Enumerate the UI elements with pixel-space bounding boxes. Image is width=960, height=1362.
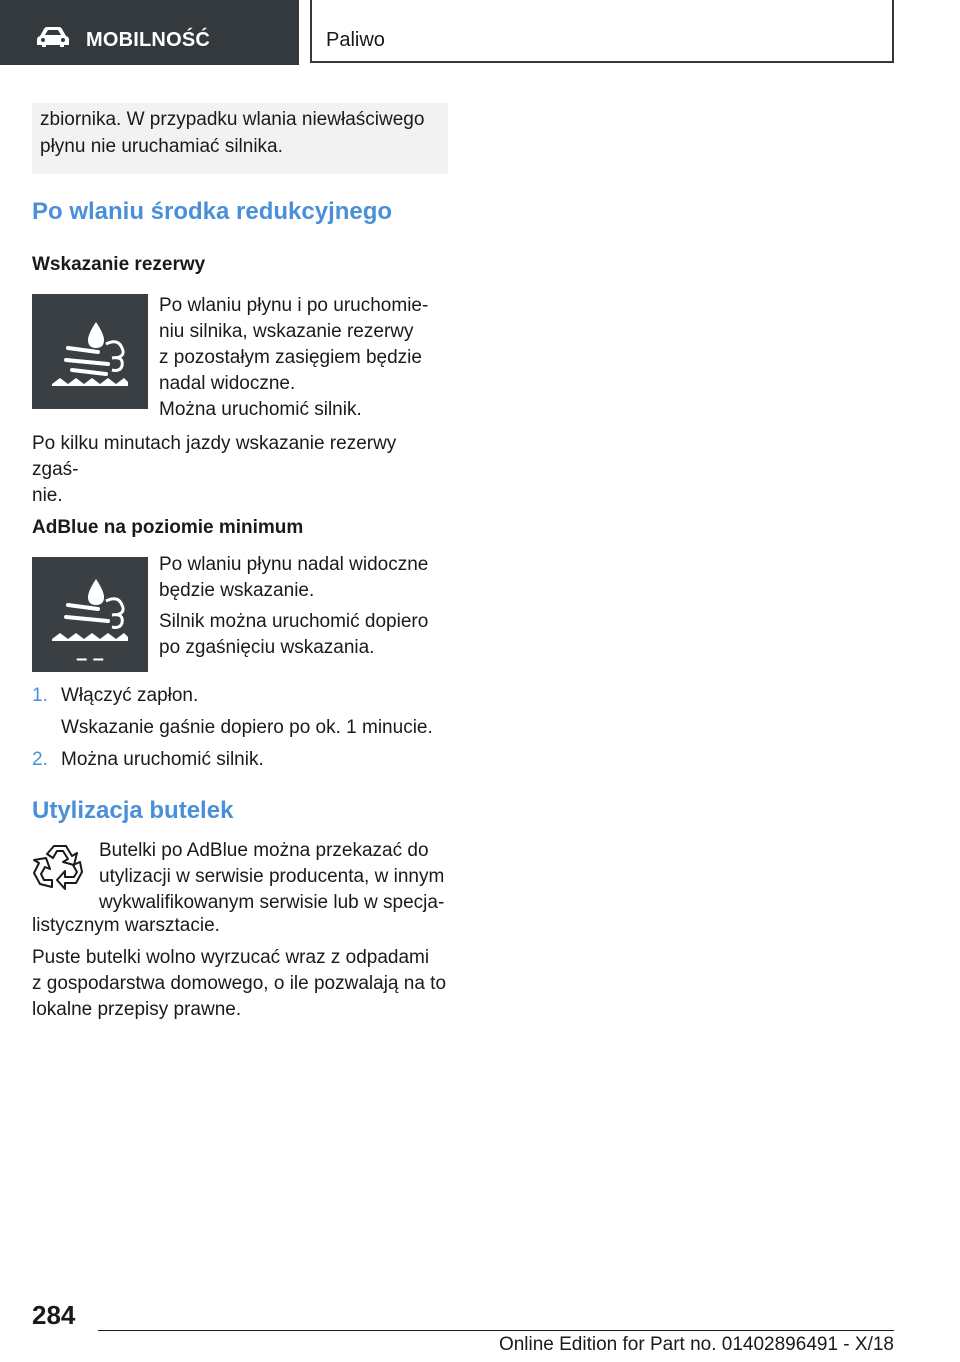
text-line: nie.: [32, 485, 63, 506]
disposal-description: [99, 838, 449, 916]
note-line: płynu nie uruchamiać silnika.: [40, 136, 283, 157]
disposal-line-full: listycznym warsztacie.: [32, 915, 220, 936]
text-line: utylizacji w serwisie producenta, w innym: [99, 866, 445, 887]
text-line: Po wlaniu płynu i po uruchomie-: [159, 295, 429, 316]
step-number: 1.: [32, 685, 48, 706]
text-line: Silnik można uruchomić dopiero: [159, 611, 429, 632]
text-line: Puste butelki wolno wyrzucać wraz z odpadami: [32, 947, 430, 968]
warning-note-box: [32, 103, 448, 174]
text-line: Po kilku minutach jazdy wskazanie rezerwy zgaś-: [32, 433, 397, 480]
step-number: 2.: [32, 749, 48, 770]
chapter-label: Paliwo: [326, 29, 385, 51]
reserve-after-text: [32, 431, 448, 509]
recycle-icon: [32, 840, 88, 896]
reserve-start-note: Można uruchomić silnik.: [159, 399, 362, 420]
text-line: Po wlaniu płynu nadal widoczne: [159, 554, 429, 575]
text-line: z pozostałym zasięgiem będzie: [159, 347, 422, 368]
note-line: zbiornika. W przypadku wlania niewłaściwego: [40, 109, 425, 130]
step-text: Można uruchomić silnik.: [61, 749, 264, 770]
minimum-description-1: [159, 552, 449, 604]
page-number: 284: [32, 1300, 76, 1330]
adblue-reserve-icon: [32, 294, 148, 409]
adblue-minimum-icon: [32, 557, 148, 672]
car-icon: [36, 26, 70, 48]
header-section-tab[interactable]: [0, 0, 299, 65]
minimum-description-2: [159, 609, 449, 661]
text-line: niu silnika, wskazanie rezerwy: [159, 321, 414, 342]
text-line: nadal widoczne.: [159, 373, 296, 394]
text-line: Butelki po AdBlue można przekazać do: [99, 840, 429, 861]
subheading-reserve: Wskazanie rezerwy: [32, 254, 206, 275]
section-label: MOBILNOŚĆ: [86, 29, 211, 51]
text-line: będzie wskazanie.: [159, 580, 315, 601]
heading-after-refill: Po wlaniu środka redukcyjnego: [32, 198, 393, 225]
text-line: lokalne przepisy prawne.: [32, 999, 242, 1020]
header-chapter-tab[interactable]: [310, 0, 894, 63]
minimum-dashes: – –: [76, 648, 104, 670]
footer-divider: [98, 1330, 894, 1331]
reserve-description: [159, 293, 449, 397]
disposal-paragraph-2: [32, 945, 448, 1023]
step-subtext: Wskazanie gaśnie dopiero po ok. 1 minucie.: [61, 717, 433, 738]
subheading-minimum: AdBlue na poziomie minimum: [32, 517, 304, 538]
text-line: po zgaśnięciu wskazania.: [159, 637, 375, 658]
heading-disposal: Utylizacja butelek: [32, 797, 234, 824]
step-text: Włączyć zapłon.: [61, 685, 199, 706]
footer-edition: Online Edition for Part no. 01402896491 - X/18: [498, 1334, 894, 1355]
text-line: wykwalifikowanym serwisie lub w specja-: [99, 892, 445, 913]
text-line: z gospodarstwa domowego, o ile pozwalają na to: [32, 973, 447, 994]
